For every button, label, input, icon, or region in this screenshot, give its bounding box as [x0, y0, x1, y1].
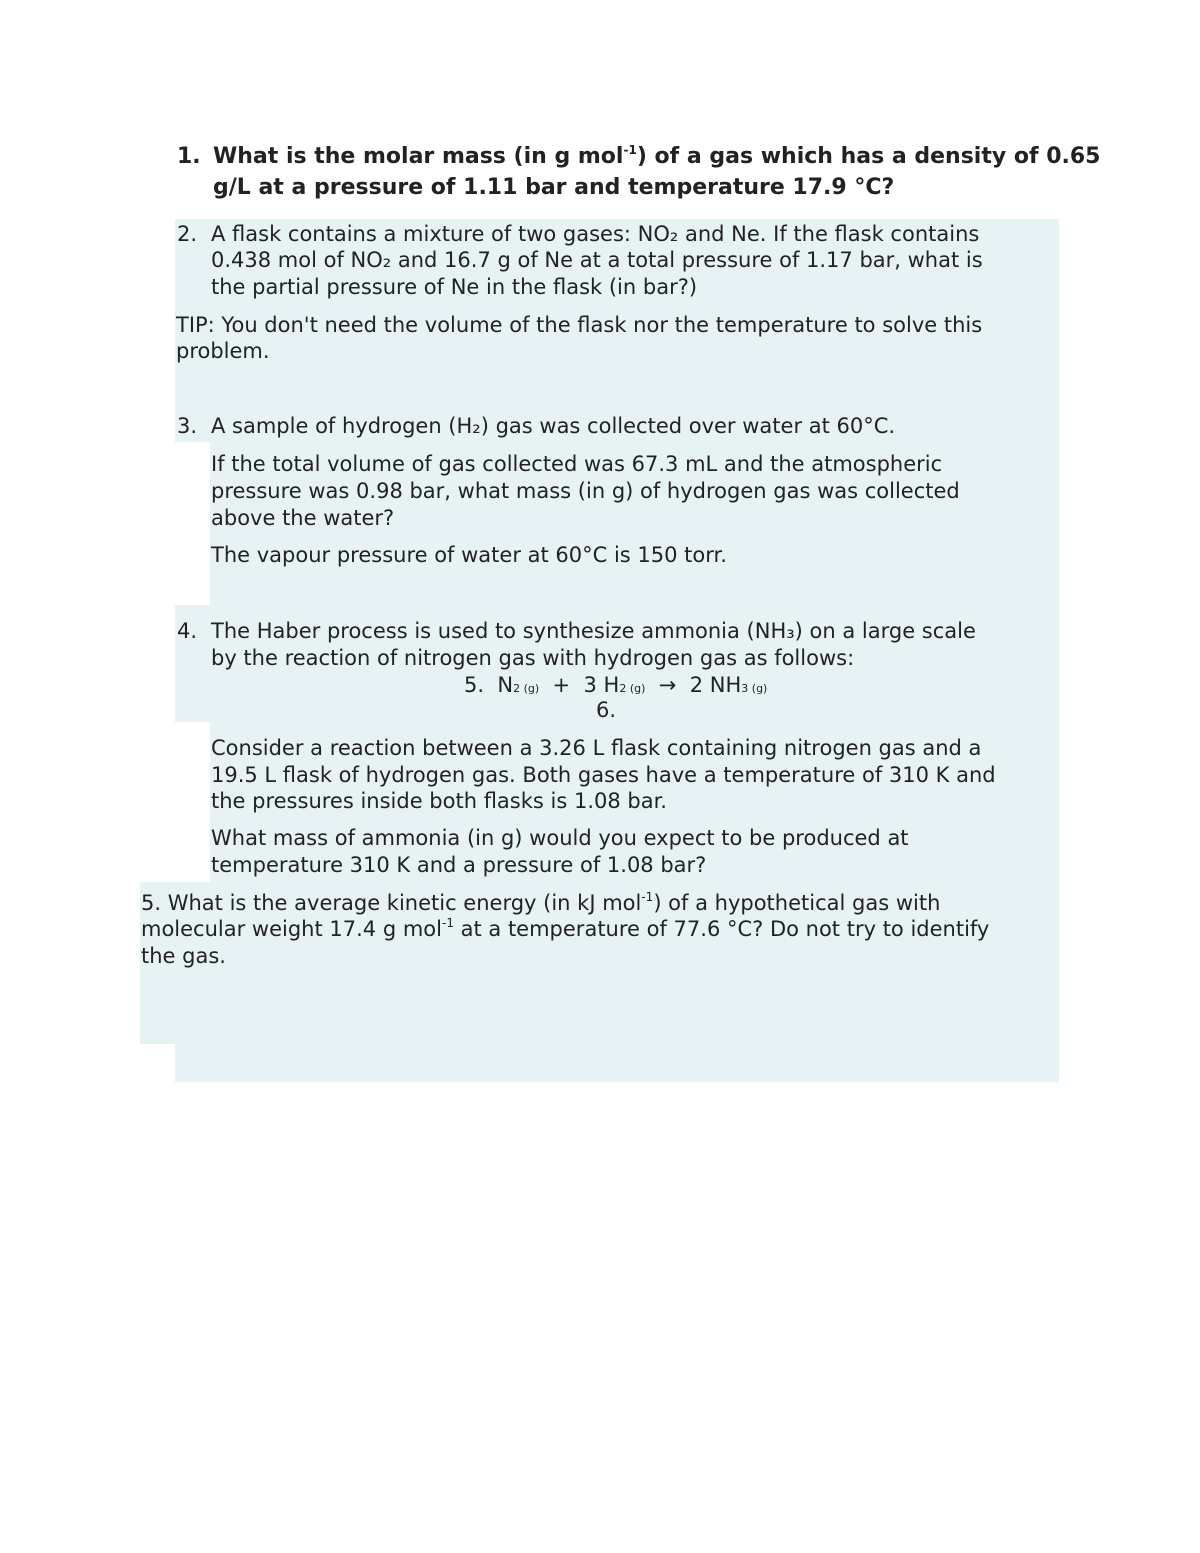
- q4-paragraph-1-line-1: Consider a reaction between a 3.26 L flask containing nitrogen gas and a: [211, 736, 982, 760]
- q5-line-1: [141, 890, 941, 915]
- q2-tip-line-2: problem.: [176, 339, 270, 363]
- q1-line-1: [213, 143, 1101, 169]
- q3-paragraph-1-line-1: If the total volume of gas collected was 67.3 mL and the atmospheric: [211, 452, 943, 476]
- q5-line-2-b: at a temperature of 77.6 °C? Do not try to identify: [453, 917, 990, 941]
- q4-paragraph-1-line-3: the pressures inside both flasks is 1.08 bar.: [211, 789, 667, 813]
- q1-line-2: g/L at a pressure of 1.11 bar and temperature 17.9 °C?: [213, 175, 895, 200]
- q2-tip-line-1: TIP: You don't need the volume of the flask nor the temperature to solve this: [176, 313, 983, 337]
- equation-number: 5.: [464, 673, 485, 697]
- eq-nitrogen-sub: 2 (g): [513, 682, 540, 695]
- reaction-equation: [464, 675, 767, 696]
- eq-nitrogen: N: [497, 673, 514, 697]
- eq-hydrogen: 3 H: [583, 673, 620, 697]
- eq-arrow: →: [658, 673, 677, 697]
- q1-line-1-b: ) of a gas which has a density of 0.65: [636, 144, 1101, 169]
- q5-line-1-b: ) of a hypothetical gas with: [653, 891, 941, 915]
- q3-line-1: A sample of hydrogen (H₂) gas was collected over water at 60°C.: [211, 414, 896, 438]
- q5-superscript-2: -1: [441, 916, 454, 930]
- q4-number: 4.: [177, 619, 198, 643]
- q4-line-1: The Haber process is used to synthesize ammonia (NH₃) on a large scale: [211, 619, 976, 643]
- equation-number-2: 6.: [596, 698, 617, 722]
- eq-ammonia: 2 NH: [689, 673, 742, 697]
- q4-paragraph-1-line-2: 19.5 L flask of hydrogen gas. Both gases have a temperature of 310 K and: [211, 763, 996, 787]
- eq-hydrogen-sub: 2 (g): [619, 682, 646, 695]
- q3-paragraph-1-line-2: pressure was 0.98 bar, what mass (in g) of hydrogen gas was collected: [211, 479, 960, 503]
- q3-paragraph-2: The vapour pressure of water at 60°C is 150 torr.: [211, 543, 727, 567]
- q5-superscript-1: -1: [641, 890, 654, 904]
- q3-number: 3.: [177, 414, 198, 438]
- q1-number: 1.: [177, 144, 201, 169]
- q2-line-3: the partial pressure of Ne in the flask (in bar?): [211, 275, 698, 299]
- shade-q5-tail: [175, 1044, 1059, 1082]
- q4-paragraph-2-line-2: temperature 310 K and a pressure of 1.08 bar?: [211, 853, 707, 877]
- q5-line-3: the gas.: [141, 944, 226, 968]
- q4-line-2: by the reaction of nitrogen gas with hydrogen gas as follows:: [211, 646, 855, 670]
- q5-line-2-a: molecular weight 17.4 g mol: [141, 917, 442, 941]
- q2-number: 2.: [177, 222, 198, 246]
- q1-superscript: -1: [623, 143, 637, 157]
- q4-paragraph-2-line-1: What mass of ammonia (in g) would you expect to be produced at: [211, 826, 909, 850]
- eq-plus: +: [552, 673, 571, 697]
- q3-paragraph-1-line-3: above the water?: [211, 506, 395, 530]
- q5-line-2: [141, 916, 990, 941]
- q1-line-1-a: What is the molar mass (in g mol: [213, 144, 624, 169]
- q2-line-2: 0.438 mol of NO₂ and 16.7 g of Ne at a total pressure of 1.17 bar, what is: [211, 248, 983, 272]
- eq-ammonia-sub: 3 (g): [741, 682, 768, 695]
- q5-line-1-a: 5. What is the average kinetic energy (in kJ mol: [141, 891, 642, 915]
- q2-line-1: A flask contains a mixture of two gases: NO₂ and Ne. If the flask contains: [211, 222, 980, 246]
- shade-q2: [175, 219, 1059, 402]
